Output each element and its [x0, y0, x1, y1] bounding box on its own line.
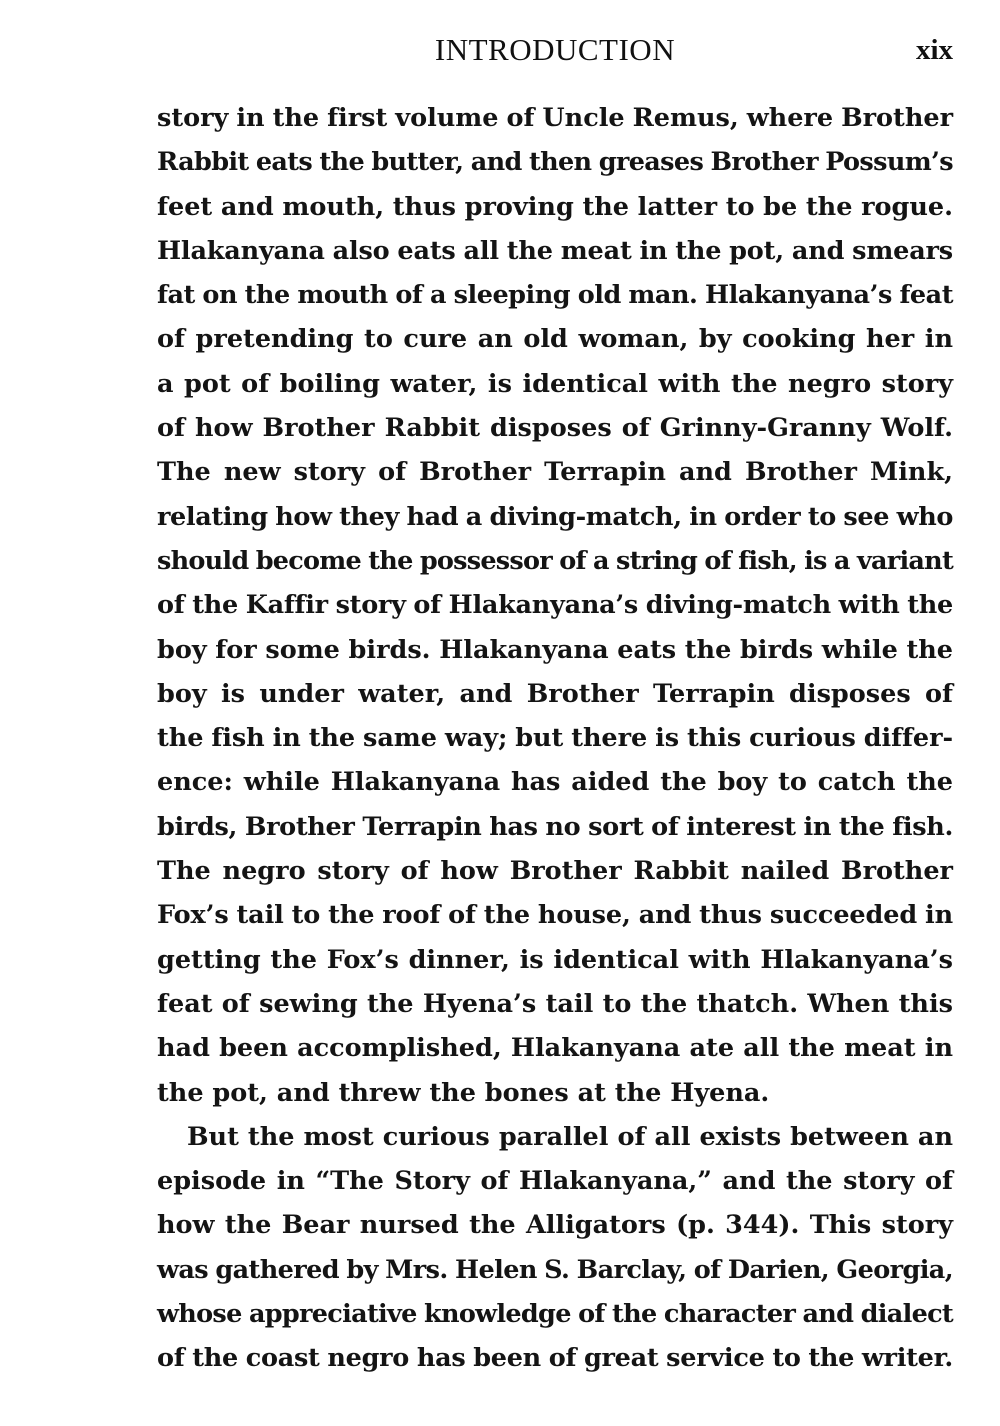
text-line: was gathered by Mrs. Helen S. Barclay, of Darien, Georgia, [157, 1254, 953, 1285]
text-line: story in the first volume of Uncle Remus, where Brother [157, 103, 953, 133]
text-line: The new story of Brother Terrapin and Brother Mink, [157, 457, 953, 488]
text-line: how the Bear nursed the Alligators (p. 344). This story [157, 1210, 953, 1241]
text-line: But the most curious parallel of all exists between an [187, 1121, 953, 1152]
paragraph-1 [157, 96, 953, 1115]
text-line: the pot, and threw the bones at the Hyena. [157, 1077, 770, 1108]
paragraph-2 [157, 1115, 953, 1381]
body-text [157, 96, 953, 1381]
running-header [157, 28, 953, 72]
text-line: a pot of boiling water, is identical with the negro story [157, 368, 953, 399]
text-line: fat on the mouth of a sleeping old man. Hlakanyana’s feat [157, 280, 953, 311]
text-line: of the coast negro has been of great service to the writer. [157, 1343, 953, 1374]
text-line: Hlakanyana also eats all the meat in the pot, and smears [157, 235, 953, 266]
page-number: xix [915, 34, 953, 66]
text-line: of pretending to cure an old woman, by cooking her in [157, 324, 953, 355]
text-line: should become the possessor of a string of fish, is a variant [157, 545, 953, 576]
text-line: episode in “The Story of Hlakanyana,” and the story of [157, 1166, 953, 1197]
text-line: feat of sewing the Hyena’s tail to the thatch. When this [157, 988, 953, 1019]
running-title: INTRODUCTION [434, 32, 676, 67]
text-line: Fox’s tail to the roof of the house, and thus succeeded in [157, 900, 953, 931]
text-line: feet and mouth, thus proving the latter to be the rogue. [157, 191, 953, 222]
text-line: had been accomplished, Hlakanyana ate all the meat in [157, 1033, 953, 1064]
text-line: relating how they had a diving-match, in order to see who [157, 501, 953, 532]
text-line: of how Brother Rabbit disposes of Grinny-Granny Wolf. [157, 413, 953, 444]
text-line: birds, Brother Terrapin has no sort of interest in the fish. [157, 811, 953, 842]
text-line: getting the Fox’s dinner, is identical with Hlakanyana’s [157, 944, 953, 975]
text-line: boy is under water, and Brother Terrapin disposes of [157, 678, 953, 709]
text-line: of the Kaffir story of Hlakanyana’s diving-match with the [157, 590, 953, 621]
text-line: The negro story of how Brother Rabbit nailed Brother [157, 856, 953, 887]
text-line: ence: while Hlakanyana has aided the boy to catch the [157, 767, 953, 798]
text-line: whose appreciative knowledge of the character and dialect [157, 1299, 953, 1330]
text-line: boy for some birds. Hlakanyana eats the birds while the [157, 634, 953, 665]
text-line: Rabbit eats the butter, and then greases Brother Possum’s [157, 147, 953, 178]
text-line: the fish in the same way; but there is this curious differ- [157, 723, 953, 754]
